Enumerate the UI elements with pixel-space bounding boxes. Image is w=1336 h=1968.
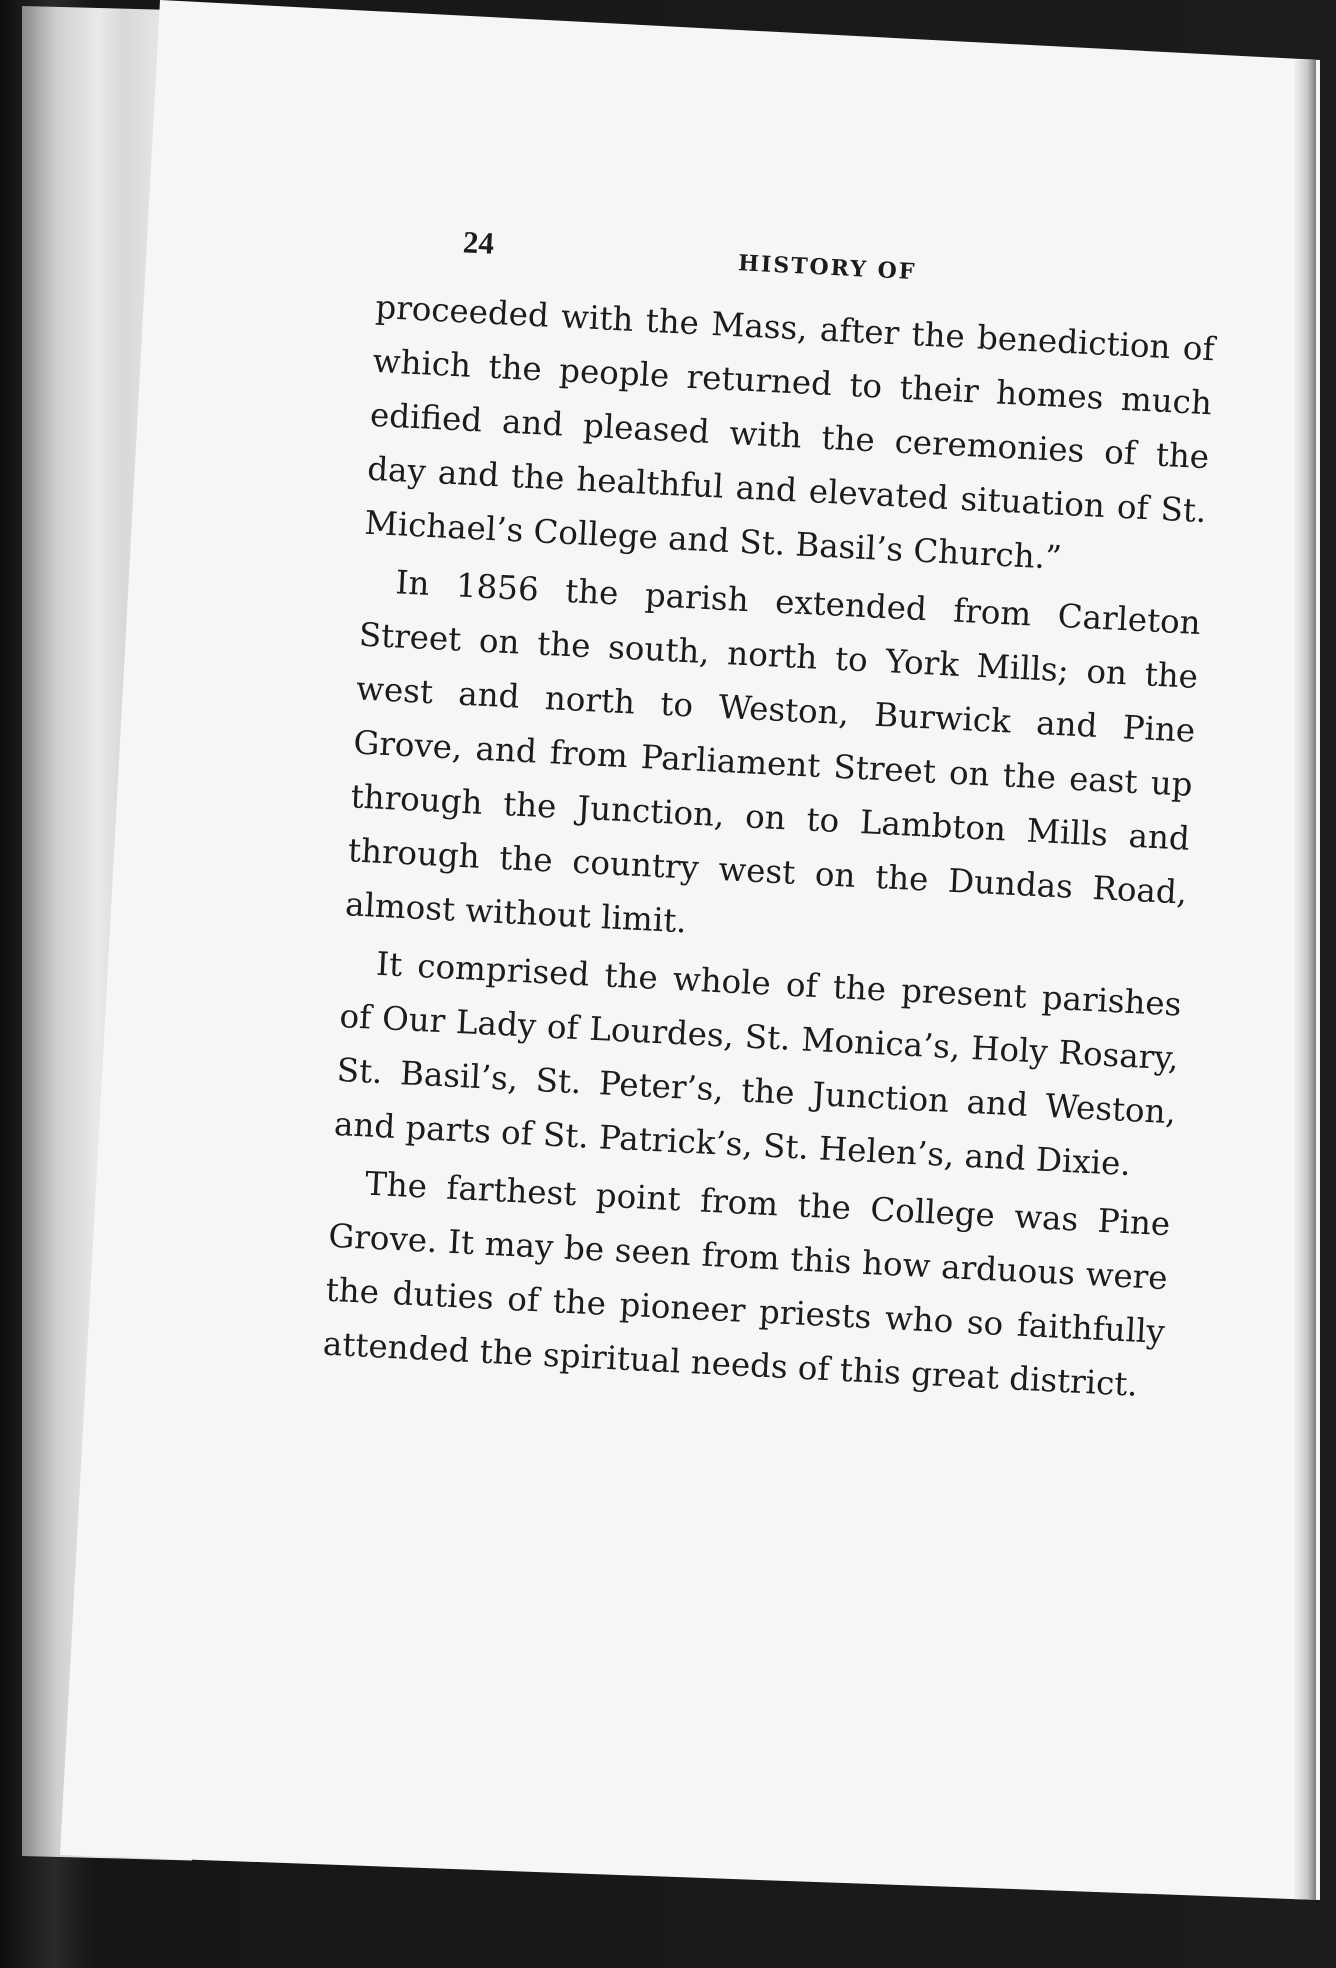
paragraph-parish-extent: In 1856 the parish extended from Carleton Street on the south, north to York Mills; on the west and north to Weston, Burwick and Pine Grove, and from Parliament Street on the east up through the Junction, on to Lambton Mills and through the country west on the Dundas Road, almost without limit. — [344, 563, 1202, 941]
running-head-title: HISTORY OF — [737, 250, 917, 286]
paragraph-parishes-comprised: It comprised the whole of the present parishes of Our Lady of Lourdes, St. Monica’s, Holy Rosary, St. Basil’s, St. Peter’s, the Junction and Weston, and parts of St. Patrick’s, St. Helen’s, and Dixie. — [333, 944, 1183, 1184]
body-text — [322, 280, 1216, 1413]
paragraph-farthest-point: The farthest point from the College was Pine Grove. It may be seen from this how arduous were the duties of the pioneer priests who so faithfully attended the spiritual needs of this great district. — [322, 1164, 1172, 1404]
page-number: 24 — [462, 224, 495, 261]
page-edge-shadow — [1294, 60, 1316, 1900]
paragraph-continued: proceeded with the Mass, after the benediction of which the people returned to their homes much edified and pleased with the ceremonies of the day and the healthful and elevated situation of St. Michael’s College and St. Basil’s Church.” — [363, 287, 1216, 577]
page-content — [322, 220, 1219, 1417]
